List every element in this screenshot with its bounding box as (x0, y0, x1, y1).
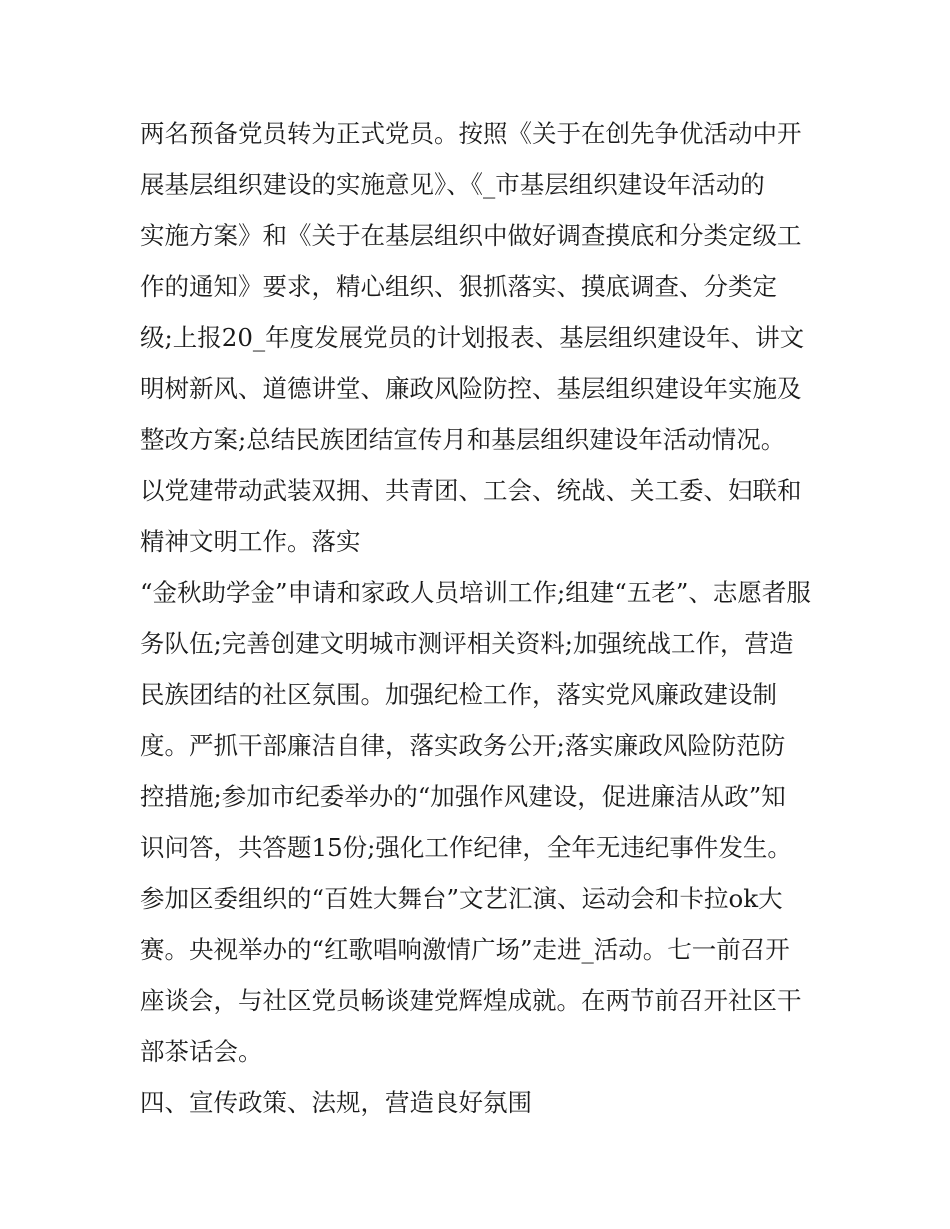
text-line: 整改方案;总结民族团结宣传月和基层组织建设年活动情况。 (140, 425, 786, 454)
text-line: 作的通知》要求，精心组织、狠抓落实、摸底调查、分类定 (140, 272, 777, 301)
text-line: 部茶话会。 (140, 1037, 263, 1066)
document-body (140, 108, 820, 1128)
text-line: “金秋助学金”申请和家政人员培训工作;组建“五老”、志愿者服 (140, 578, 811, 607)
text-line: 民族团结的社区氛围。加强纪检工作，落实党风廉政建设制 (140, 680, 777, 709)
text-line: 控措施;参加市纪委举办的“加强作风建设，促进廉洁从政”知 (140, 782, 786, 811)
text-line: 实施方案》和《关于在基层组织中做好调查摸底和分类定级工 (140, 221, 802, 250)
section-heading: 四、宣传政策、法规，营造良好氛围 (140, 1088, 532, 1117)
text-line: 精神文明工作。落实 (140, 527, 361, 556)
text-line: 展基层组织建设的实施意见》、《_市基层组织建设年活动的 (140, 170, 765, 199)
text-line: 度。严抓干部廉洁自律，落实政务公开;落实廉政风险防范防 (140, 731, 786, 760)
text-line: 以党建带动武装双拥、共青团、工会、统战、关工委、妇联和 (140, 476, 802, 505)
text-line: 级;上报20_年度发展党员的计划报表、基层组织建设年、讲文 (140, 323, 805, 352)
text-line: 务队伍;完善创建文明城市测评相关资料;加强统战工作，营造 (140, 629, 794, 658)
text-line: 两名预备党员转为正式党员。按照《关于在创先争优活动中开 (140, 119, 802, 148)
text-line: 参加区委组织的“百姓大舞台”文艺汇演、运动会和卡拉ok大 (140, 884, 783, 913)
text-line: 明树新风、道德讲堂、廉政风险防控、基层组织建设年实施及 (140, 374, 802, 403)
text-line: 座谈会，与社区党员畅谈建党辉煌成就。在两节前召开社区干 (140, 986, 802, 1015)
text-line: 识问答，共答题15份;强化工作纪律，全年无违纪事件发生。 (140, 833, 792, 862)
text-line: 赛。央视举办的“红歌唱响激情广场”走进_活动。七一前召开 (140, 935, 790, 964)
